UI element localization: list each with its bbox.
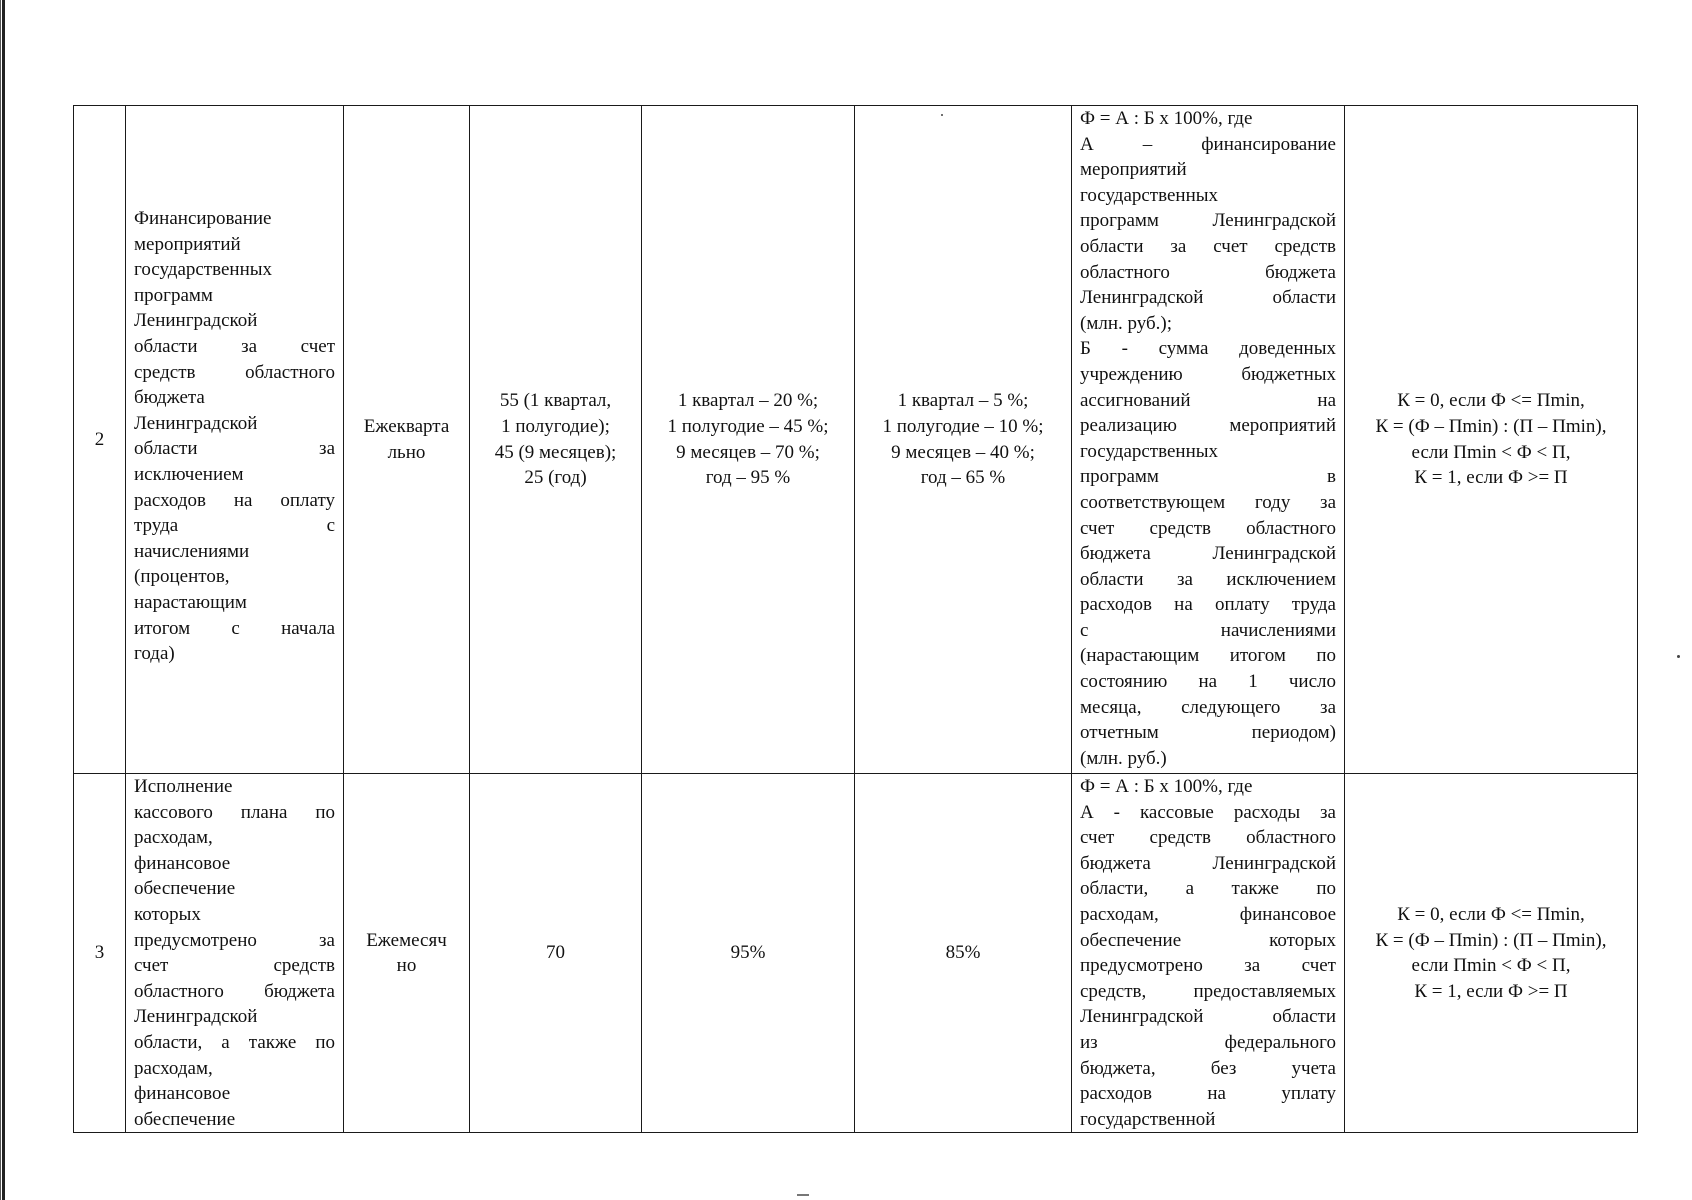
coefficient — [1353, 388, 1629, 490]
text-line: счет средств — [134, 955, 335, 977]
formula — [1080, 774, 1336, 1132]
text-line: нарастающим — [134, 591, 247, 613]
text-line: государственных — [1080, 184, 1219, 206]
min-value-cell — [855, 774, 1072, 1133]
table-row — [74, 106, 1638, 774]
text-line: 55 (1 квартал, — [499, 390, 612, 412]
weight — [478, 940, 633, 966]
scan-edge — [2, 0, 5, 1200]
periodicity-cell — [344, 774, 470, 1133]
text-line: льно — [387, 441, 426, 463]
plan-value — [650, 388, 846, 490]
text-line: 9 месяцев – 70 %; — [676, 441, 820, 463]
text-line: Ежемесяч — [366, 929, 447, 951]
text-line: года) — [134, 643, 175, 665]
periodicity-cell — [344, 106, 470, 774]
text-line: расходам, — [134, 827, 213, 849]
text-line: области за счет средств — [1080, 235, 1336, 257]
text-line: соответствующем году за — [1080, 491, 1336, 513]
formula — [1080, 106, 1336, 771]
text-line: государственных — [134, 259, 273, 281]
periodicity — [352, 928, 461, 979]
text-line: расходов на уплату — [1080, 1083, 1336, 1105]
text-line: Ф = А : Б х 100%, где — [1080, 776, 1253, 797]
min-value-cell — [855, 106, 1072, 774]
text-line: предусмотрено за счет — [1080, 955, 1336, 977]
text-line: мероприятий — [1080, 159, 1187, 181]
text-line: области за — [134, 438, 335, 460]
text-line: обеспечение — [134, 1108, 236, 1130]
text-line: но — [396, 955, 417, 977]
indicator-name — [134, 774, 335, 1132]
text-line: 95% — [730, 942, 766, 964]
text-line: 70 — [546, 942, 565, 964]
text-line: бюджета Ленинградской — [1080, 543, 1336, 565]
indicator-name-cell — [126, 106, 344, 774]
text-line: (нарастающим итогом по — [1080, 645, 1336, 667]
text-line: 1 квартал – 20 %; — [677, 390, 819, 412]
text-line: счет средств областного — [1080, 517, 1336, 539]
indicator-table — [73, 105, 1638, 1133]
text-line: бюджета — [134, 387, 205, 409]
text-line: год – 65 % — [920, 467, 1006, 489]
text-line: области, а также по — [1080, 878, 1336, 900]
text-line: Ленинградской области — [1080, 287, 1336, 309]
text-line: 1 квартал – 5 %; — [897, 390, 1029, 412]
text-line: (млн. руб.) — [1080, 747, 1167, 769]
text-line: учреждению бюджетных — [1080, 363, 1336, 385]
text-line: бюджета Ленинградской — [1080, 852, 1336, 874]
table-row — [74, 774, 1638, 1133]
text-line: отчетным периодом) — [1080, 722, 1336, 744]
text-line: К = (Ф – Пmin) : (П – Пmin), — [1375, 415, 1607, 437]
text-line: счет средств областного — [1080, 827, 1336, 849]
text-line: области, а также по — [134, 1031, 335, 1053]
formula-cell — [1072, 106, 1345, 774]
text-line: областного бюджета — [1080, 261, 1336, 283]
text-line: обеспечение — [134, 878, 236, 900]
text-line: обеспечение которых — [1080, 929, 1336, 951]
text-line: которых — [134, 903, 201, 925]
text-line: мероприятий — [134, 233, 241, 255]
text-line: программ — [134, 284, 213, 306]
text-line: Ежекварта — [363, 415, 450, 437]
text-line: начислениями — [134, 540, 250, 562]
text-line: финансовое — [134, 1083, 231, 1105]
text-line: из федерального — [1080, 1031, 1336, 1053]
weight — [478, 388, 633, 490]
text-line: К = 0, если Ф <= Пmin, — [1397, 903, 1585, 925]
scan-speck — [1677, 655, 1680, 658]
text-line: областного бюджета — [134, 980, 335, 1002]
text-line: области за счет — [134, 335, 335, 357]
plan-value-cell — [642, 106, 855, 774]
text-line: кассового плана по — [134, 801, 335, 823]
indicator-name-cell — [126, 774, 344, 1133]
text-line: (млн. руб.); — [1080, 312, 1173, 334]
text-line: состоянию на 1 число — [1080, 671, 1336, 693]
text-line: К = 1, если Ф >= П — [1414, 467, 1568, 489]
text-line: К = 1, если Ф >= П — [1414, 980, 1568, 1002]
row-number: 3 — [74, 774, 126, 1133]
text-line: К = (Ф – Пmin) : (П – Пmin), — [1375, 929, 1607, 951]
text-line: с начислениями — [1080, 619, 1336, 641]
text-line: программ Ленинградской — [1080, 210, 1336, 232]
weight-cell — [470, 106, 642, 774]
text-line: если Пmin < Ф < П, — [1411, 441, 1571, 463]
text-line: месяца, следующего за — [1080, 696, 1336, 718]
text-line: расходам, финансовое — [1080, 903, 1336, 925]
row-number: 2 — [74, 106, 126, 774]
plan-value — [650, 940, 846, 966]
text-line: если Пmin < Ф < П, — [1411, 955, 1571, 977]
text-line: государственной — [1080, 1108, 1216, 1130]
min-value — [863, 388, 1063, 490]
text-line: Ленинградской — [134, 412, 258, 434]
coefficient — [1353, 902, 1629, 1004]
text-line: 85% — [945, 942, 981, 964]
text-line: расходов на оплату труда — [1080, 594, 1336, 616]
min-value — [863, 940, 1063, 966]
text-line: Б - сумма доведенных — [1080, 338, 1336, 360]
text-line: области за исключением — [1080, 568, 1336, 590]
weight-cell — [470, 774, 642, 1133]
text-line: расходов на оплату — [134, 489, 335, 511]
text-line: 1 полугодие – 10 %; — [882, 415, 1044, 437]
text-line: исключением — [134, 463, 244, 485]
text-line: год – 95 % — [705, 467, 791, 489]
formula-cell — [1072, 774, 1345, 1133]
plan-value-cell — [642, 774, 855, 1133]
text-line: Ленинградской — [134, 310, 258, 332]
scan-edge-outer — [0, 0, 1, 1200]
text-line: труда с — [134, 515, 335, 537]
text-line: ассигнований на — [1080, 389, 1336, 411]
text-line: (процентов, — [134, 566, 230, 588]
scan-speck — [941, 114, 943, 116]
text-line: программ в — [1080, 466, 1336, 488]
coefficient-cell — [1345, 774, 1638, 1133]
text-line: средств, предоставляемых — [1080, 980, 1336, 1002]
text-line: бюджета, без учета — [1080, 1057, 1336, 1079]
text-line: К = 0, если Ф <= Пmin, — [1397, 390, 1585, 412]
text-line: расходам, — [134, 1057, 213, 1079]
text-line: А - кассовые расходы за — [1080, 801, 1336, 823]
text-line: 1 полугодие); — [501, 415, 610, 437]
text-line: 1 полугодие – 45 %; — [667, 415, 829, 437]
text-line: Исполнение — [134, 776, 233, 797]
scan-mark — [797, 1194, 809, 1196]
text-line: Финансирование — [134, 208, 272, 229]
coefficient-cell — [1345, 106, 1638, 774]
text-line: 25 (год) — [524, 467, 587, 489]
periodicity — [352, 414, 461, 465]
text-line: А – финансирование — [1080, 133, 1336, 155]
text-line: реализацию мероприятий — [1080, 415, 1336, 437]
text-line: 9 месяцев – 40 %; — [891, 441, 1035, 463]
text-line: Ф = А : Б х 100%, где — [1080, 108, 1253, 129]
text-line: Ленинградской — [134, 1006, 258, 1028]
text-line: итогом с начала — [134, 617, 335, 639]
text-line: финансовое — [134, 852, 231, 874]
text-line: Ленинградской области — [1080, 1006, 1336, 1028]
table-body — [74, 106, 1638, 1133]
text-line: государственных — [1080, 440, 1219, 462]
indicator-name — [134, 206, 335, 667]
text-line: средств областного — [134, 361, 335, 383]
text-line: 45 (9 месяцев); — [494, 441, 617, 463]
text-line: предусмотрено за — [134, 929, 335, 951]
